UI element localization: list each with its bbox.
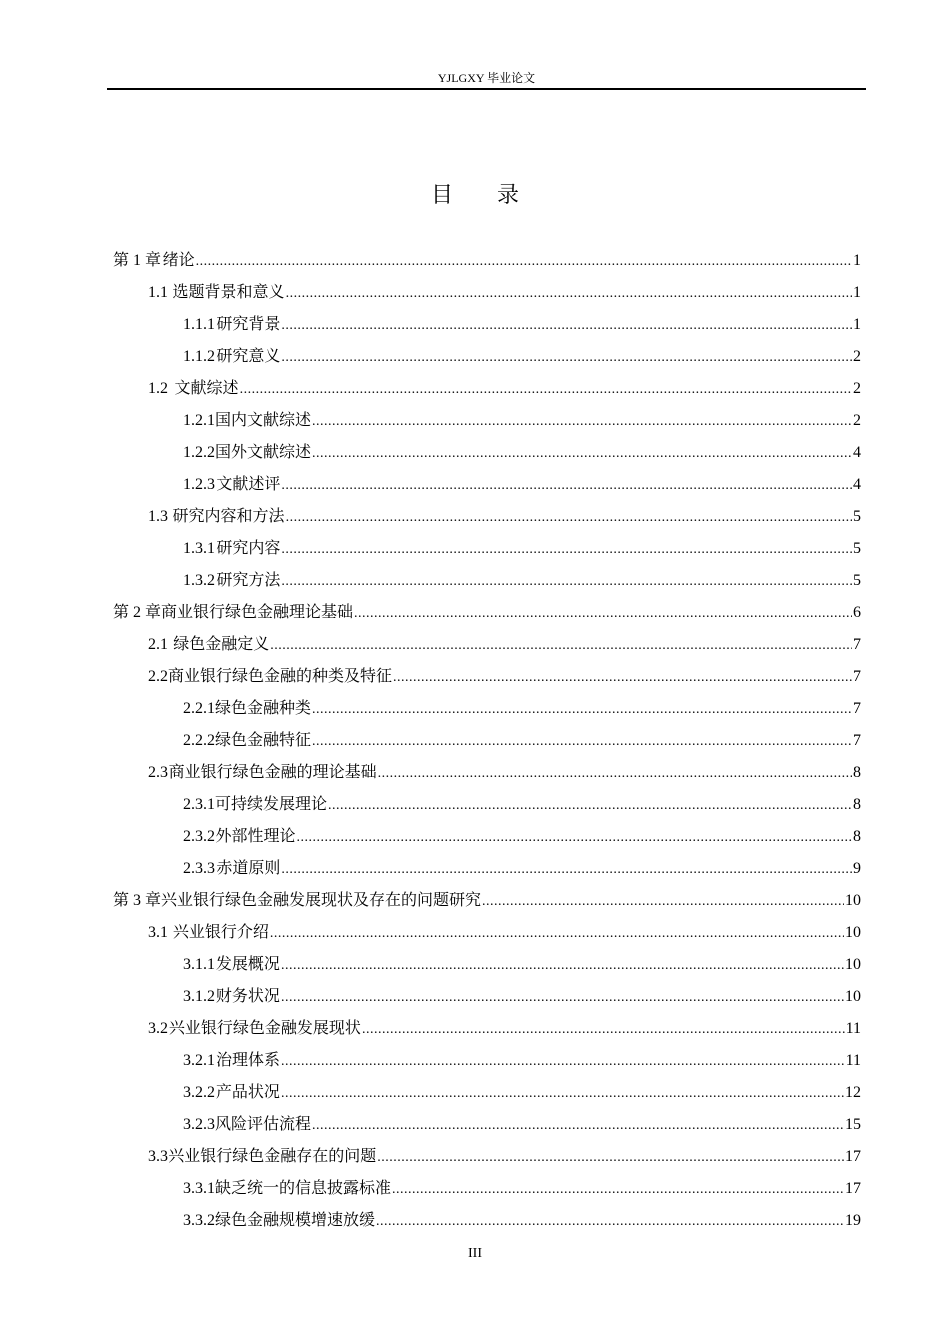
- toc-entry[interactable]: [113, 404, 861, 436]
- toc-entry-number: 1.2.3: [183, 476, 215, 493]
- toc-entry-label: 文献综述: [174, 378, 239, 397]
- toc-entry[interactable]: [113, 308, 861, 340]
- toc-entry[interactable]: [113, 820, 861, 852]
- toc-entry[interactable]: [113, 692, 861, 724]
- toc-entry-number: 第 3 章: [113, 892, 162, 909]
- toc-entry[interactable]: [113, 788, 861, 820]
- toc-entry-number: 1.2.2: [183, 444, 215, 461]
- toc-entry-number: 1.3.1: [183, 540, 215, 557]
- toc-entry[interactable]: [113, 724, 861, 756]
- table-of-contents: [113, 244, 861, 1236]
- toc-entry-page: 10: [845, 956, 861, 973]
- toc-entry-page: 10: [845, 892, 861, 909]
- toc-leader-dots: [312, 694, 852, 726]
- toc-entry-number: 第 1 章: [113, 252, 162, 269]
- toc-entry[interactable]: [113, 660, 861, 692]
- toc-entry[interactable]: [113, 628, 861, 660]
- toc-entry-number: 1.1.2: [183, 348, 215, 365]
- toc-entry-page: 4: [853, 444, 861, 461]
- toc-entry[interactable]: [113, 852, 861, 884]
- toc-entry[interactable]: [113, 436, 861, 468]
- toc-leader-dots: [281, 950, 844, 982]
- toc-entry-page: 5: [853, 572, 861, 589]
- toc-entry-number: 1.1: [148, 284, 168, 301]
- toc-leader-dots: [286, 278, 852, 310]
- toc-entry-number: 3.2: [148, 1020, 168, 1037]
- toc-leader-dots: [196, 246, 852, 278]
- toc-entry-page: 17: [845, 1180, 861, 1197]
- toc-leader-dots: [312, 726, 852, 758]
- toc-entry-number: 2.2.1: [183, 700, 215, 717]
- toc-entry[interactable]: [113, 500, 861, 532]
- toc-entry-label: 兴业银行介绍: [172, 922, 269, 941]
- toc-entry-label: 兴业银行绿色金融存在的问题: [168, 1146, 377, 1165]
- toc-leader-dots: [281, 470, 852, 502]
- toc-leader-dots: [328, 790, 852, 822]
- toc-leader-dots: [392, 1174, 844, 1206]
- toc-entry[interactable]: [113, 532, 861, 564]
- toc-leader-dots: [270, 918, 844, 950]
- toc-entry-page: 19: [845, 1212, 861, 1229]
- toc-entry-number: 1.1.1: [183, 316, 215, 333]
- toc-leader-dots: [297, 822, 853, 854]
- toc-entry-page: 10: [845, 988, 861, 1005]
- toc-entry-number: 2.1: [148, 636, 168, 653]
- toc-entry-page: 9: [853, 860, 861, 877]
- toc-entry[interactable]: [113, 1204, 861, 1236]
- toc-entry-label: 国外文献综述: [215, 442, 312, 461]
- toc-title: [0, 178, 950, 209]
- toc-entry-label: 商业银行绿色金融理论基础: [161, 602, 354, 621]
- toc-entry-number: 1.2: [148, 380, 168, 397]
- toc-entry-number: 1.3.2: [183, 572, 215, 589]
- toc-leader-dots: [286, 502, 852, 534]
- toc-title-char-2: 录: [497, 183, 520, 208]
- toc-entry[interactable]: [113, 276, 861, 308]
- toc-entry[interactable]: [113, 884, 861, 916]
- toc-entry-page: 7: [853, 668, 861, 685]
- toc-entry-label: 可持续发展理论: [215, 794, 328, 813]
- toc-leader-dots: [281, 566, 852, 598]
- toc-entry-label: 外部性理论: [215, 826, 296, 845]
- toc-entry-page: 6: [853, 604, 861, 621]
- toc-entry-label: 财务状况: [215, 986, 280, 1005]
- toc-leader-dots: [281, 342, 852, 374]
- toc-entry[interactable]: [113, 244, 861, 276]
- toc-entry-number: 3.2.2: [183, 1084, 215, 1101]
- toc-leader-dots: [281, 534, 852, 566]
- toc-leader-dots: [378, 758, 852, 790]
- toc-entry-label: 缺乏统一的信息披露标准: [215, 1178, 392, 1197]
- toc-leader-dots: [281, 1046, 845, 1078]
- toc-leader-dots: [312, 1110, 844, 1142]
- toc-entry-page: 2: [853, 412, 861, 429]
- toc-entry-number: 3.3: [148, 1148, 168, 1165]
- toc-entry-label: 兴业银行绿色金融发展现状及存在的问题研究: [161, 890, 482, 909]
- toc-entry-page: 5: [853, 508, 861, 525]
- toc-entry[interactable]: [113, 1108, 861, 1140]
- toc-entry-page: 11: [845, 1020, 861, 1037]
- toc-entry-number: 第 2 章: [113, 604, 162, 621]
- toc-entry-label: 文献述评: [216, 474, 281, 493]
- toc-entry[interactable]: [113, 948, 861, 980]
- toc-entry[interactable]: [113, 596, 861, 628]
- toc-entry-page: 2: [853, 380, 861, 397]
- toc-leader-dots: [354, 598, 852, 630]
- toc-entry-number: 3.3.2: [183, 1212, 215, 1229]
- toc-entry-label: 商业银行绿色金融的理论基础: [168, 762, 377, 781]
- toc-entry[interactable]: [113, 1172, 861, 1204]
- toc-entry-label: 绿色金融定义: [173, 634, 270, 653]
- toc-entry[interactable]: [113, 468, 861, 500]
- toc-leader-dots: [281, 982, 844, 1014]
- toc-entry-number: 2.3: [148, 764, 168, 781]
- toc-entry-page: 8: [853, 764, 861, 781]
- toc-entry-label: 绿色金融规模增速放缓: [215, 1210, 376, 1229]
- toc-leader-dots: [362, 1014, 845, 1046]
- toc-entry-label: 赤道原则: [216, 858, 281, 877]
- toc-entry-label: 国内文献综述: [215, 410, 312, 429]
- toc-entry-page: 1: [853, 252, 861, 269]
- toc-entry-number: 2.2.2: [183, 732, 215, 749]
- toc-leader-dots: [393, 662, 852, 694]
- toc-entry-page: 12: [845, 1084, 861, 1101]
- toc-entry[interactable]: [113, 916, 861, 948]
- toc-entry-page: 17: [845, 1148, 861, 1165]
- toc-entry[interactable]: [113, 564, 861, 596]
- toc-entry-page: 4: [853, 476, 861, 493]
- toc-entry-page: 7: [853, 700, 861, 717]
- toc-leader-dots: [376, 1206, 844, 1238]
- toc-entry[interactable]: [113, 340, 861, 372]
- toc-leader-dots: [312, 438, 852, 470]
- toc-entry-page: 2: [853, 348, 861, 365]
- toc-leader-dots: [377, 1142, 844, 1174]
- toc-entry-label: 发展概况: [215, 954, 280, 973]
- toc-entry-label: 产品状况: [215, 1082, 280, 1101]
- toc-entry[interactable]: [113, 1076, 861, 1108]
- toc-entry-label: 治理体系: [215, 1050, 280, 1069]
- toc-leader-dots: [312, 406, 852, 438]
- toc-entry-label: 选题背景和意义: [172, 282, 285, 301]
- toc-leader-dots: [270, 630, 852, 662]
- toc-entry-page: 1: [853, 316, 861, 333]
- toc-entry-number: 2.3.1: [183, 796, 215, 813]
- toc-entry-page: 7: [853, 636, 861, 653]
- toc-entry[interactable]: [113, 1140, 861, 1172]
- toc-leader-dots: [240, 374, 852, 406]
- toc-leader-dots: [281, 854, 852, 886]
- toc-title-char-1: 目: [430, 183, 453, 208]
- toc-entry[interactable]: [113, 980, 861, 1012]
- toc-entry[interactable]: [113, 1044, 861, 1076]
- toc-entry-page: 10: [845, 924, 861, 941]
- toc-entry-label: 研究意义: [216, 346, 281, 365]
- toc-entry-label: 研究方法: [216, 570, 281, 589]
- toc-entry-page: 5: [853, 540, 861, 557]
- toc-entry-number: 3.1.1: [183, 956, 215, 973]
- toc-entry-label: 绿色金融特征: [215, 730, 312, 749]
- toc-leader-dots: [482, 886, 844, 918]
- toc-entry[interactable]: [113, 372, 861, 404]
- toc-entry-number: 2.3.3: [183, 860, 215, 877]
- toc-entry-page: 8: [853, 828, 861, 845]
- toc-entry[interactable]: [113, 756, 861, 788]
- toc-entry[interactable]: [113, 1012, 861, 1044]
- toc-entry-page: 15: [845, 1116, 861, 1133]
- toc-entry-number: 3.1.2: [183, 988, 215, 1005]
- toc-entry-number: 1.3: [148, 508, 168, 525]
- toc-entry-label: 研究背景: [216, 314, 281, 333]
- toc-entry-page: 1: [853, 284, 861, 301]
- toc-entry-number: 3.2.1: [183, 1052, 215, 1069]
- toc-entry-number: 3.2.3: [183, 1116, 215, 1133]
- toc-entry-page: 8: [853, 796, 861, 813]
- toc-entry-label: 风险评估流程: [215, 1114, 312, 1133]
- toc-leader-dots: [281, 310, 852, 342]
- toc-entry-number: 2.3.2: [183, 828, 215, 845]
- toc-entry-label: 研究内容: [216, 538, 281, 557]
- toc-entry-label: 研究内容和方法: [172, 506, 285, 525]
- toc-entry-label: 兴业银行绿色金融发展现状: [168, 1018, 361, 1037]
- page-number: III: [468, 1246, 482, 1261]
- toc-entry-page: 11: [845, 1052, 861, 1069]
- toc-entry-label: 绿色金融种类: [215, 698, 312, 717]
- running-header: YJLGXY 毕业论文: [107, 68, 866, 90]
- toc-entry-label: 绪论: [162, 250, 195, 269]
- toc-entry-number: 2.2: [148, 668, 168, 685]
- toc-entry-number: 1.2.1: [183, 412, 215, 429]
- toc-entry-label: 商业银行绿色金融的种类及特征: [168, 666, 393, 685]
- toc-entry-page: 7: [853, 732, 861, 749]
- toc-entry-number: 3.1: [148, 924, 168, 941]
- toc-entry-number: 3.3.1: [183, 1180, 215, 1197]
- toc-leader-dots: [281, 1078, 844, 1110]
